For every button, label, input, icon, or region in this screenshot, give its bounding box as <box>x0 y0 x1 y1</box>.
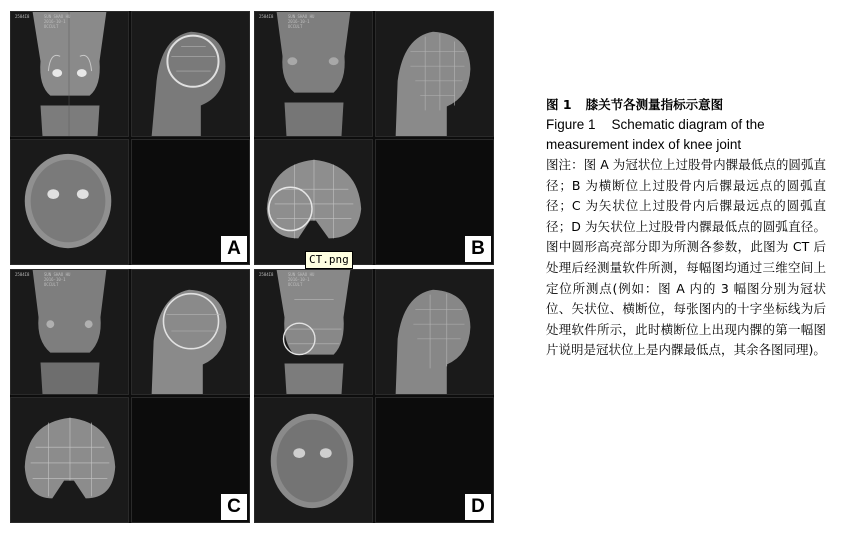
caption-title-cn <box>546 95 826 115</box>
coronal-view <box>10 11 129 137</box>
coronal-view <box>254 11 373 137</box>
axial-view <box>10 397 129 523</box>
axial-view <box>254 139 373 265</box>
axial-view <box>10 139 129 265</box>
sagittal-view <box>375 269 494 395</box>
scan-header: 2584I8 SUN SHAO HU 2016-10-1 OCCULT <box>15 272 71 287</box>
scan-header: 2584I8 SUN SHAO HU 2016-10-1 OCCULT <box>15 14 71 29</box>
panel-d <box>254 269 494 523</box>
caption-label-en: Figure 1 <box>546 117 596 132</box>
filename-tooltip: CT.png <box>305 251 353 269</box>
panel-label: B <box>465 236 491 262</box>
coronal-view <box>10 269 129 395</box>
panel-label: A <box>221 236 247 262</box>
panel-label: D <box>465 494 491 520</box>
caption-label-cn: 图 1 <box>546 97 572 112</box>
scan-header: 2584I8 SUN SHAO HU 2016-10-1 OCCULT <box>259 14 315 29</box>
sagittal-view <box>131 11 250 137</box>
caption-text-cn: 膝关节各测量指标示意图 <box>585 97 724 112</box>
panel-a <box>10 11 250 265</box>
sagittal-view <box>131 269 250 395</box>
caption-note: 图注：图 A 为冠状位上过股骨内髁最低点的圆弧直径；B 为横断位上过股骨内后髁最远点的圆弧直径；C 为矢状位上过股骨内后髁最远点的圆弧直径；D 为矢状位上过股骨内髁最低点的圆弧直径。图中圆形高亮部分即为所测各参数，此图为 CT 后处理后经测量软件所测，每幅图均通过三维空间上定位所测点(例如：图 A 内的 3 幅图分别为冠状位、矢状位、横断位，每张图内的十字坐标线为后处理软件所示，此时横断位上出现内髁的第一幅图片说明是冠状位上是内髁最低点，其余各图同理)。 <box>546 157 826 358</box>
coronal-view <box>254 269 373 395</box>
scan-header: 2584I8 SUN SHAO HU 2016-10-1 OCCULT <box>259 272 315 287</box>
panel-b <box>254 11 494 265</box>
panel-c <box>10 269 250 523</box>
panel-label: C <box>221 494 247 520</box>
caption-text-en: Schematic diagram of the measurement index of knee joint <box>546 117 765 152</box>
sagittal-view <box>375 11 494 137</box>
axial-view <box>254 397 373 523</box>
ct-figure <box>10 11 494 524</box>
figure-caption <box>546 95 826 361</box>
caption-title-en <box>546 115 826 155</box>
